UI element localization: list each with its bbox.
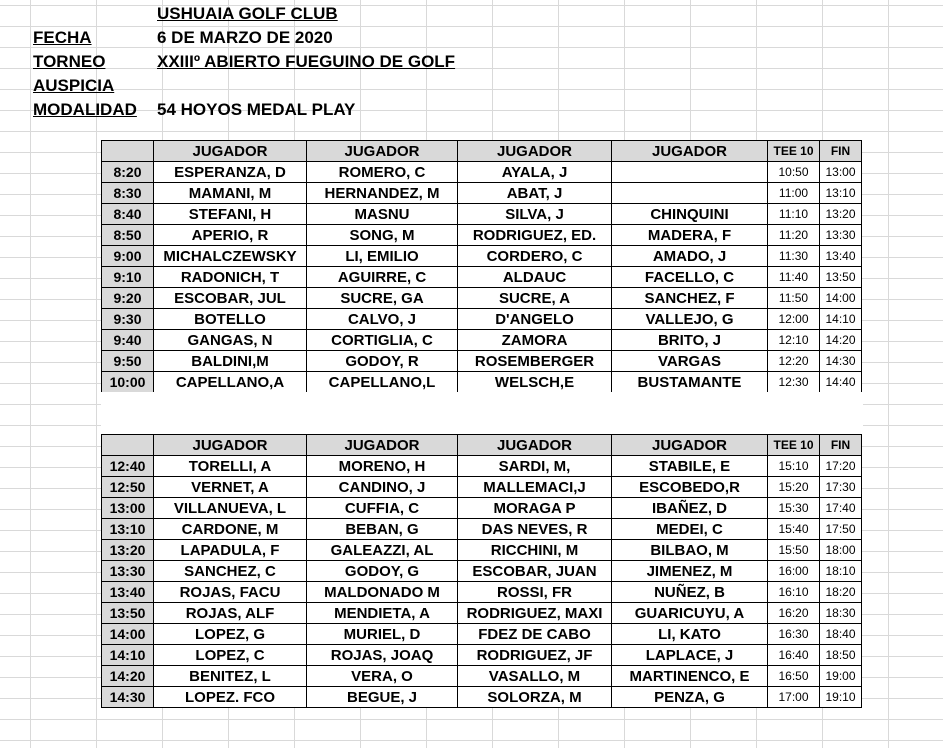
tee10-cell[interactable]: 12:20 <box>768 351 820 372</box>
fecha-value: 6 DE MARZO DE 2020 <box>157 28 333 47</box>
player-cell[interactable]: BEGUE, J <box>307 687 458 708</box>
tee-time-cell[interactable]: 9:40 <box>102 330 154 351</box>
tee10-cell[interactable]: 16:00 <box>768 561 820 582</box>
player-cell[interactable]: BUSTAMANTE <box>612 372 768 393</box>
player-cell[interactable]: VASALLO, M <box>458 666 612 687</box>
player-cell[interactable]: TORELLI, A <box>154 456 307 477</box>
fin-cell[interactable]: 19:10 <box>820 687 862 708</box>
modalidad-label: MODALIDAD <box>33 100 137 119</box>
fecha-label: FECHA <box>33 28 92 47</box>
tee-time-cell[interactable]: 13:50 <box>102 603 154 624</box>
tee10-cell[interactable]: 11:50 <box>768 288 820 309</box>
player-cell[interactable]: ROSSI, FR <box>458 582 612 603</box>
player-cell[interactable]: ALDAUC <box>458 267 612 288</box>
player-cell[interactable]: LAPADULA, F <box>154 540 307 561</box>
column-header-jugador[interactable]: JUGADOR <box>458 141 612 162</box>
tee10-cell[interactable]: 12:00 <box>768 309 820 330</box>
tee10-cell[interactable]: 11:10 <box>768 204 820 225</box>
tee-time-cell[interactable]: 13:00 <box>102 498 154 519</box>
table-row <box>102 477 862 498</box>
tee10-cell[interactable]: 15:50 <box>768 540 820 561</box>
tee10-cell[interactable]: 16:40 <box>768 645 820 666</box>
table-row <box>102 582 862 603</box>
column-header-fin[interactable]: FIN <box>820 435 862 456</box>
player-cell[interactable]: LOPEZ, G <box>154 624 307 645</box>
player-cell[interactable]: BILBAO, M <box>612 540 768 561</box>
player-cell[interactable]: LOPEZ, C <box>154 645 307 666</box>
player-cell[interactable]: STABILE, E <box>612 456 768 477</box>
player-cell[interactable]: IBAÑEZ, D <box>612 498 768 519</box>
torneo-value: XXIIIº ABIERTO FUEGUINO DE GOLF <box>157 52 456 71</box>
tee10-cell[interactable]: 15:30 <box>768 498 820 519</box>
fin-cell[interactable]: 13:30 <box>820 225 862 246</box>
player-cell[interactable]: SANCHEZ, F <box>612 288 768 309</box>
tee-time-cell[interactable]: 9:00 <box>102 246 154 267</box>
tee10-cell[interactable]: 12:30 <box>768 372 820 393</box>
tee-time-cell[interactable]: 14:10 <box>102 645 154 666</box>
table-row <box>102 561 862 582</box>
fin-cell[interactable]: 18:30 <box>820 603 862 624</box>
player-cell[interactable]: RODRIGUEZ, MAXI <box>458 603 612 624</box>
player-cell[interactable]: SARDI, M, <box>458 456 612 477</box>
player-cell[interactable] <box>612 162 768 183</box>
player-cell[interactable]: RICCHINI, M <box>458 540 612 561</box>
fin-cell[interactable]: 14:10 <box>820 309 862 330</box>
player-cell[interactable]: CAPELLANO,A <box>154 372 307 393</box>
player-cell[interactable]: GODOY, R <box>307 351 458 372</box>
table-row <box>102 519 862 540</box>
column-header-jugador[interactable]: JUGADOR <box>612 141 768 162</box>
table-row <box>102 267 862 288</box>
modalidad-value: 54 HOYOS MEDAL PLAY <box>157 100 356 119</box>
tee-time-cell[interactable]: 14:00 <box>102 624 154 645</box>
player-cell[interactable]: SUCRE, A <box>458 288 612 309</box>
column-header-jugador[interactable]: JUGADOR <box>154 435 307 456</box>
column-header-tee10[interactable]: TEE 10 <box>768 435 820 456</box>
fin-cell[interactable]: 13:50 <box>820 267 862 288</box>
player-cell[interactable]: D'ANGELO <box>458 309 612 330</box>
player-cell[interactable]: CANDINO, J <box>307 477 458 498</box>
tee10-cell[interactable]: 11:20 <box>768 225 820 246</box>
player-cell[interactable]: SONG, M <box>307 225 458 246</box>
tee-time-cell[interactable]: 9:50 <box>102 351 154 372</box>
table-row <box>102 540 862 561</box>
player-cell[interactable]: FDEZ DE CABO <box>458 624 612 645</box>
table-row <box>102 498 862 519</box>
player-cell[interactable]: ESCOBAR, JUL <box>154 288 307 309</box>
player-cell[interactable]: MENDIETA, A <box>307 603 458 624</box>
player-cell[interactable]: BENITEZ, L <box>154 666 307 687</box>
corner-cell[interactable] <box>102 435 154 456</box>
player-cell[interactable]: MALDONADO M <box>307 582 458 603</box>
player-cell[interactable]: MICHALCZEWSKY <box>154 246 307 267</box>
table-row <box>102 351 862 372</box>
player-cell[interactable]: MORENO, H <box>307 456 458 477</box>
player-cell[interactable]: GALEAZZI, AL <box>307 540 458 561</box>
player-cell[interactable]: VARGAS <box>612 351 768 372</box>
column-header-jugador[interactable]: JUGADOR <box>154 141 307 162</box>
player-cell[interactable]: ROJAS, JOAQ <box>307 645 458 666</box>
player-cell[interactable]: VILLANUEVA, L <box>154 498 307 519</box>
column-header-jugador[interactable]: JUGADOR <box>307 141 458 162</box>
table-row <box>102 624 862 645</box>
tee-time-cell[interactable]: 12:50 <box>102 477 154 498</box>
fin-cell[interactable]: 18:40 <box>820 624 862 645</box>
tee-time-cell[interactable]: 8:40 <box>102 204 154 225</box>
player-cell[interactable]: AMADO, J <box>612 246 768 267</box>
tee10-cell[interactable]: 16:30 <box>768 624 820 645</box>
table-row <box>102 309 862 330</box>
fin-cell[interactable]: 13:10 <box>820 183 862 204</box>
player-cell[interactable]: LI, EMILIO <box>307 246 458 267</box>
tee-time-cell[interactable]: 13:20 <box>102 540 154 561</box>
player-cell[interactable]: CORTIGLIA, C <box>307 330 458 351</box>
player-cell[interactable]: APERIO, R <box>154 225 307 246</box>
player-cell[interactable]: HERNANDEZ, M <box>307 183 458 204</box>
tee-time-cell[interactable]: 8:50 <box>102 225 154 246</box>
player-cell[interactable]: RODRIGUEZ, ED. <box>458 225 612 246</box>
column-header-jugador[interactable]: JUGADOR <box>458 435 612 456</box>
table-row <box>102 687 862 708</box>
player-cell[interactable]: CHINQUINI <box>612 204 768 225</box>
tee10-cell[interactable]: 11:40 <box>768 267 820 288</box>
tee10-cell[interactable]: 16:50 <box>768 666 820 687</box>
player-cell[interactable]: CAPELLANO,L <box>307 372 458 393</box>
tee10-cell[interactable]: 10:50 <box>768 162 820 183</box>
auspicia-label: AUSPICIA <box>33 76 115 95</box>
player-cell[interactable]: ROSEMBERGER <box>458 351 612 372</box>
column-header-fin[interactable]: FIN <box>820 141 862 162</box>
tee-time-cell[interactable]: 14:30 <box>102 687 154 708</box>
tee10-cell[interactable]: 11:30 <box>768 246 820 267</box>
header-row <box>102 435 862 456</box>
player-cell[interactable]: GANGAS, N <box>154 330 307 351</box>
tee10-cell[interactable]: 11:00 <box>768 183 820 204</box>
fin-cell[interactable]: 17:50 <box>820 519 862 540</box>
player-cell[interactable]: MARTINENCO, E <box>612 666 768 687</box>
fin-cell[interactable]: 14:30 <box>820 351 862 372</box>
player-cell[interactable]: ROMERO, C <box>307 162 458 183</box>
player-cell[interactable]: STEFANI, H <box>154 204 307 225</box>
player-cell[interactable]: RODRIGUEZ, JF <box>458 645 612 666</box>
fin-cell[interactable]: 18:20 <box>820 582 862 603</box>
tee-time-cell[interactable]: 13:30 <box>102 561 154 582</box>
table-row <box>102 645 862 666</box>
tee10-cell[interactable]: 16:20 <box>768 603 820 624</box>
player-cell[interactable]: BALDINI,M <box>154 351 307 372</box>
player-cell[interactable]: VERNET, A <box>154 477 307 498</box>
tee10-cell[interactable]: 17:00 <box>768 687 820 708</box>
table-row <box>102 183 862 204</box>
tee-time-cell[interactable]: 12:40 <box>102 456 154 477</box>
player-cell[interactable]: BOTELLO <box>154 309 307 330</box>
fin-cell[interactable]: 14:20 <box>820 330 862 351</box>
player-cell[interactable]: AGUIRRE, C <box>307 267 458 288</box>
player-cell[interactable]: NUÑEZ, B <box>612 582 768 603</box>
player-cell[interactable]: MAMANI, M <box>154 183 307 204</box>
tee10-cell[interactable]: 16:10 <box>768 582 820 603</box>
column-header-tee10[interactable]: TEE 10 <box>768 141 820 162</box>
tee-time-cell[interactable]: 14:20 <box>102 666 154 687</box>
player-cell[interactable]: SILVA, J <box>458 204 612 225</box>
table-row <box>102 225 862 246</box>
player-cell[interactable]: BEBAN, G <box>307 519 458 540</box>
table-row <box>102 288 862 309</box>
fin-cell[interactable]: 18:00 <box>820 540 862 561</box>
player-cell[interactable]: MEDEI, C <box>612 519 768 540</box>
player-cell[interactable]: PENZA, G <box>612 687 768 708</box>
player-cell[interactable]: VERA, O <box>307 666 458 687</box>
header-row <box>102 141 862 162</box>
player-cell[interactable]: ROJAS, ALF <box>154 603 307 624</box>
tee-time-cell[interactable]: 9:30 <box>102 309 154 330</box>
tee-time-cell[interactable]: 9:20 <box>102 288 154 309</box>
player-cell[interactable]: ESPERANZA, D <box>154 162 307 183</box>
player-cell[interactable]: FACELLO, C <box>612 267 768 288</box>
player-cell[interactable]: SUCRE, GA <box>307 288 458 309</box>
corner-cell[interactable] <box>102 141 154 162</box>
tee-time-cell[interactable]: 9:10 <box>102 267 154 288</box>
tee-times-table-morning <box>101 140 862 393</box>
fin-cell[interactable]: 17:20 <box>820 456 862 477</box>
table-row <box>102 330 862 351</box>
player-cell[interactable]: MALLEMACI,J <box>458 477 612 498</box>
player-cell[interactable]: JIMENEZ, M <box>612 561 768 582</box>
player-cell[interactable]: CORDERO, C <box>458 246 612 267</box>
tee-time-cell[interactable]: 13:40 <box>102 582 154 603</box>
tee-time-cell[interactable]: 10:00 <box>102 372 154 393</box>
table-row <box>102 204 862 225</box>
fin-cell[interactable]: 13:40 <box>820 246 862 267</box>
player-cell[interactable]: VALLEJO, G <box>612 309 768 330</box>
player-cell[interactable]: LI, KATO <box>612 624 768 645</box>
player-cell[interactable]: CUFFIA, C <box>307 498 458 519</box>
tee10-cell[interactable]: 15:20 <box>768 477 820 498</box>
player-cell[interactable]: MORAGA P <box>458 498 612 519</box>
table-row <box>102 246 862 267</box>
table-row <box>102 456 862 477</box>
player-cell[interactable]: MURIEL, D <box>307 624 458 645</box>
fin-cell[interactable]: 17:40 <box>820 498 862 519</box>
player-cell[interactable]: GODOY, G <box>307 561 458 582</box>
fin-cell[interactable]: 19:00 <box>820 666 862 687</box>
torneo-label: TORNEO <box>33 52 106 71</box>
player-cell[interactable]: BRITO, J <box>612 330 768 351</box>
fin-cell[interactable]: 17:30 <box>820 477 862 498</box>
table-row <box>102 162 862 183</box>
fin-cell[interactable]: 14:00 <box>820 288 862 309</box>
tee-time-cell[interactable]: 8:30 <box>102 183 154 204</box>
fin-cell[interactable]: 18:50 <box>820 645 862 666</box>
tee10-cell[interactable]: 12:10 <box>768 330 820 351</box>
player-cell[interactable]: SOLORZA, M <box>458 687 612 708</box>
tee10-cell[interactable]: 15:10 <box>768 456 820 477</box>
column-header-jugador[interactable]: JUGADOR <box>612 435 768 456</box>
player-cell[interactable]: ESCOBEDO,R <box>612 477 768 498</box>
tee-times-table-afternoon <box>101 434 862 708</box>
player-cell[interactable]: ZAMORA <box>458 330 612 351</box>
fin-cell[interactable]: 13:20 <box>820 204 862 225</box>
player-cell[interactable]: ESCOBAR, JUAN <box>458 561 612 582</box>
player-cell[interactable]: ABAT, J <box>458 183 612 204</box>
player-cell[interactable]: GUARICUYU, A <box>612 603 768 624</box>
player-cell[interactable]: DAS NEVES, R <box>458 519 612 540</box>
player-cell[interactable]: MADERA, F <box>612 225 768 246</box>
player-cell[interactable] <box>612 183 768 204</box>
club-name: USHUAIA GOLF CLUB <box>157 4 338 23</box>
player-cell[interactable]: AYALA, J <box>458 162 612 183</box>
player-cell[interactable]: LOPEZ. FCO <box>154 687 307 708</box>
player-cell[interactable]: CARDONE, M <box>154 519 307 540</box>
table-row <box>102 603 862 624</box>
fin-cell[interactable]: 14:40 <box>820 372 862 393</box>
table-gap <box>101 392 863 434</box>
fin-cell[interactable]: 18:10 <box>820 561 862 582</box>
player-cell[interactable]: RADONICH, T <box>154 267 307 288</box>
player-cell[interactable]: SANCHEZ, C <box>154 561 307 582</box>
tee10-cell[interactable]: 15:40 <box>768 519 820 540</box>
fin-cell[interactable]: 13:00 <box>820 162 862 183</box>
table-row <box>102 372 862 393</box>
player-cell[interactable]: CALVO, J <box>307 309 458 330</box>
player-cell[interactable]: MASNU <box>307 204 458 225</box>
player-cell[interactable]: LAPLACE, J <box>612 645 768 666</box>
player-cell[interactable]: ROJAS, FACU <box>154 582 307 603</box>
column-header-jugador[interactable]: JUGADOR <box>307 435 458 456</box>
tee-time-cell[interactable]: 13:10 <box>102 519 154 540</box>
table-row <box>102 666 862 687</box>
tee-time-cell[interactable]: 8:20 <box>102 162 154 183</box>
player-cell[interactable]: WELSCH,E <box>458 372 612 393</box>
